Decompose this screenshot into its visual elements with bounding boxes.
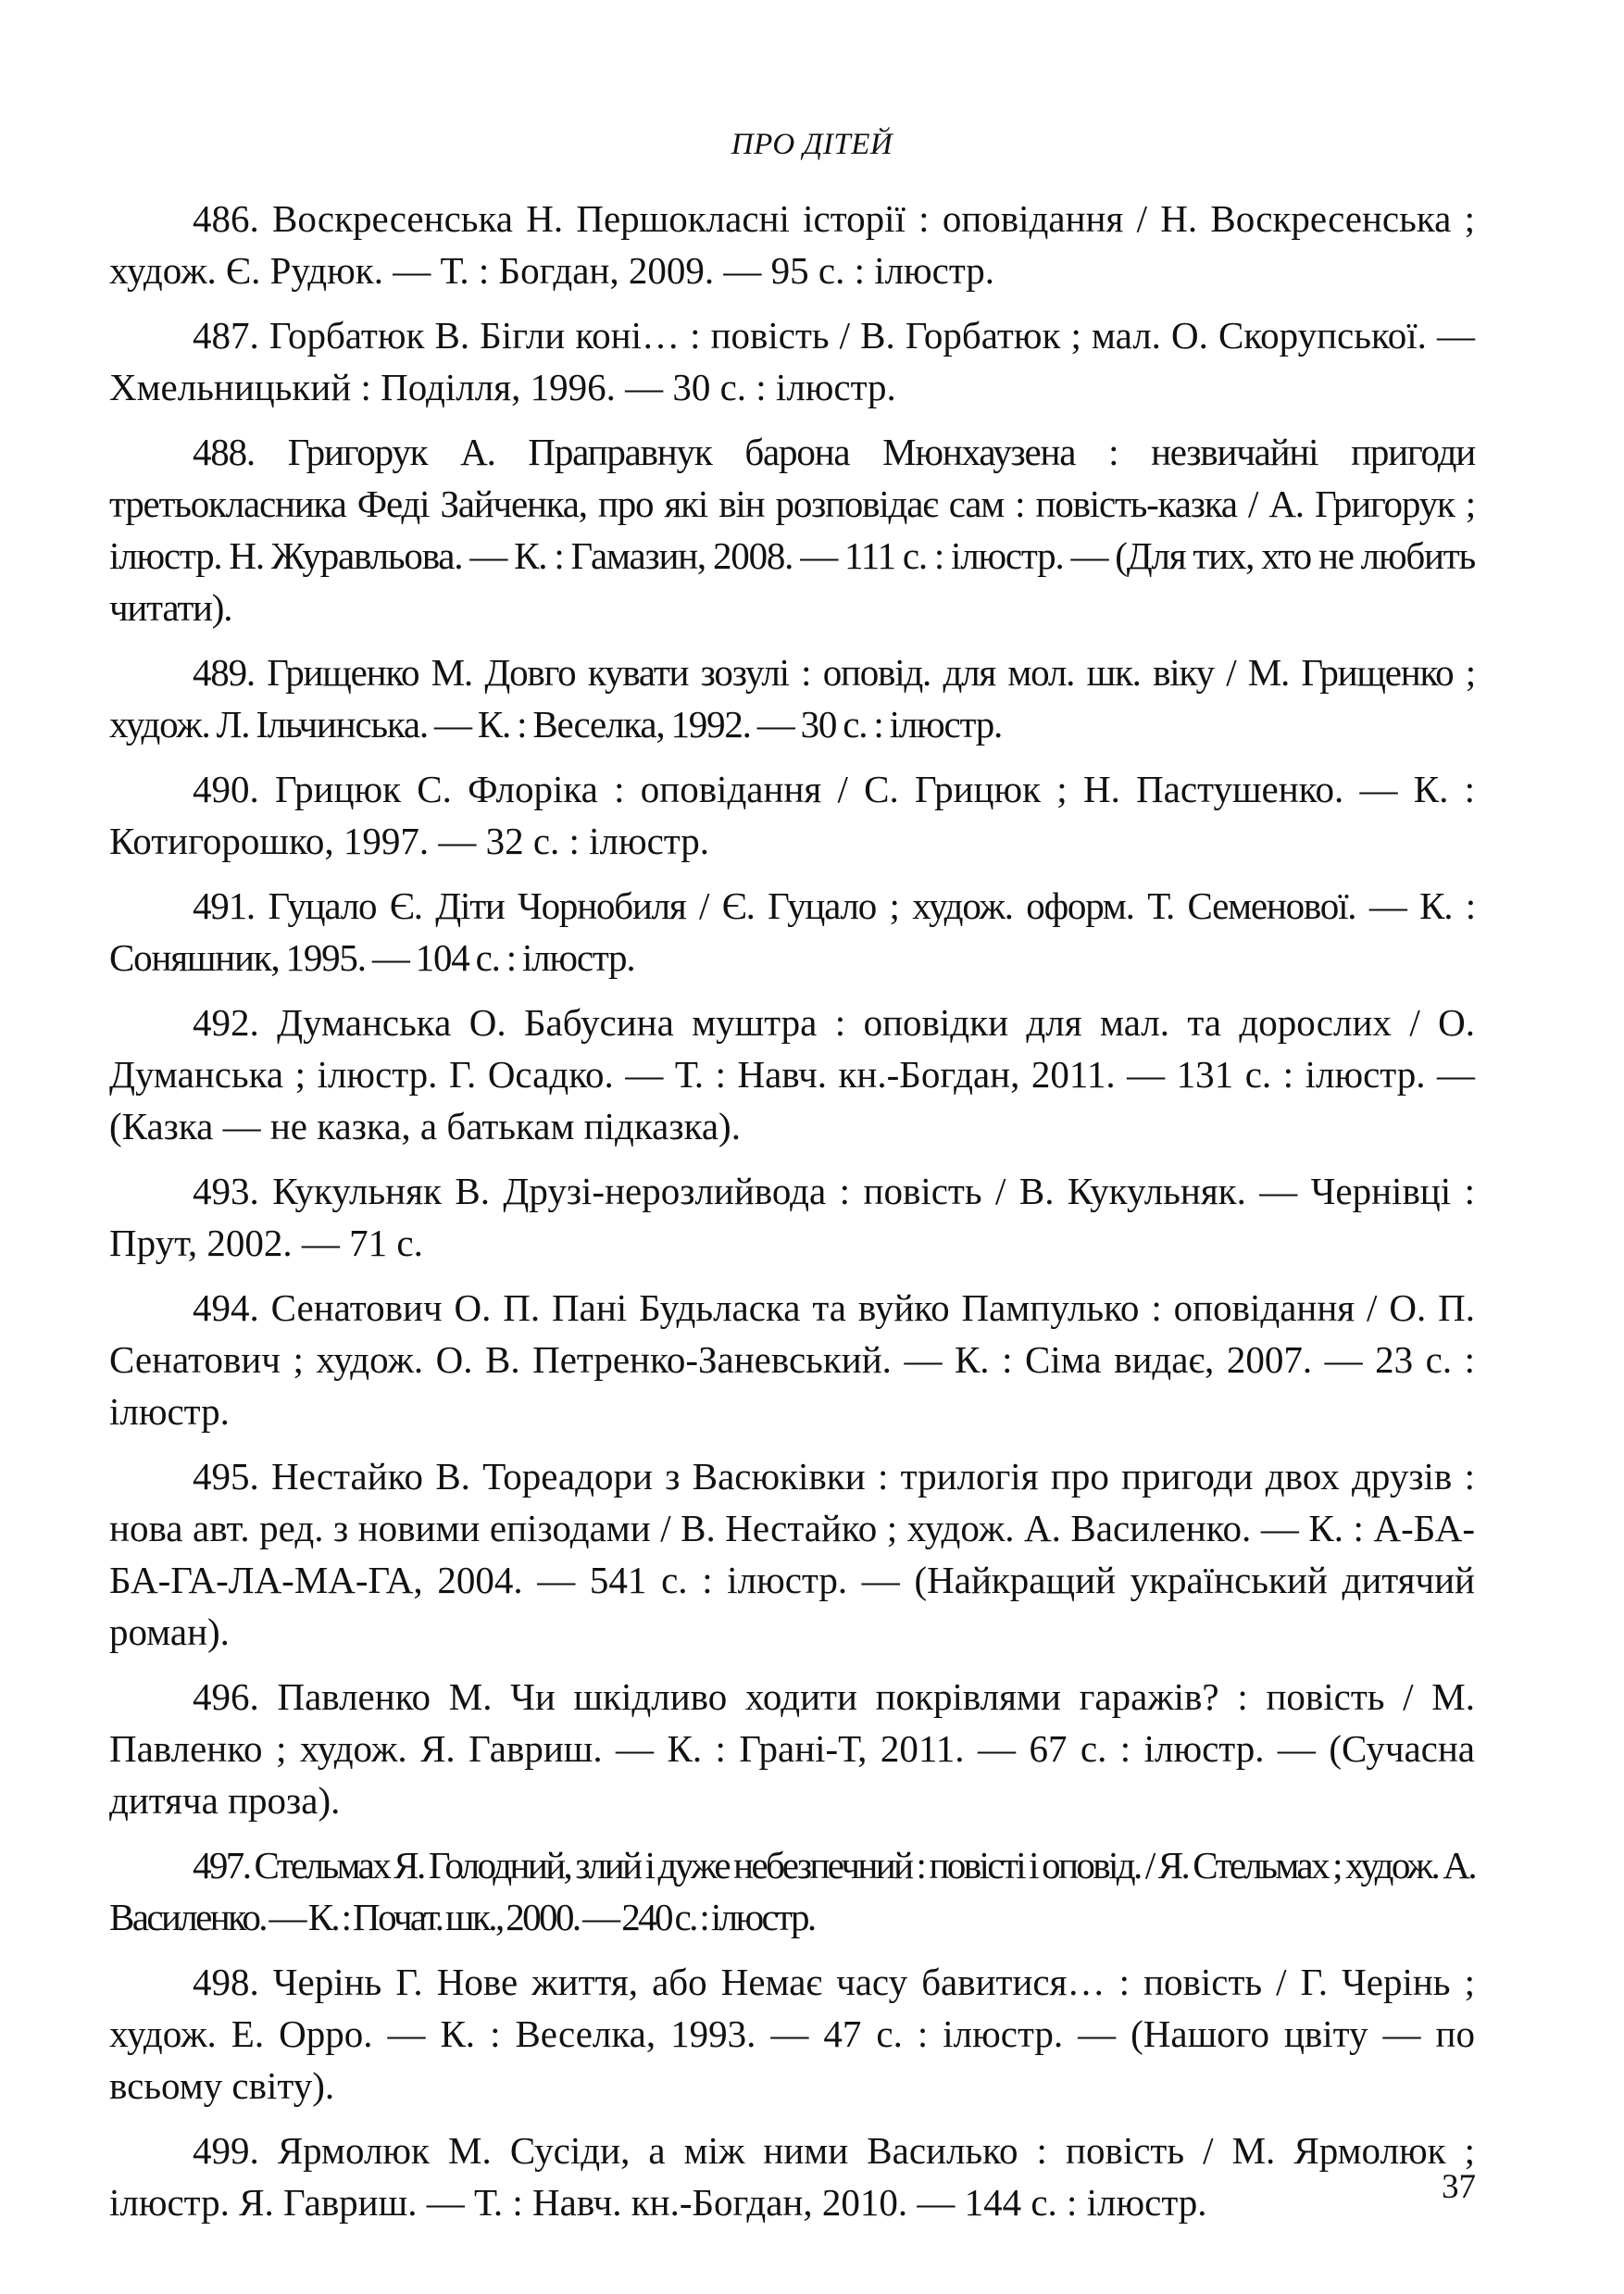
bibliography-entry-494: 494. Сенатович О. П. Пані Будьласка та вуйко Пампулько : оповідання / О. П. Сенатович ; худож. О. В. Петренко-Заневський. — К. : Сіма видає, 2007. — 23 с. : ілюстр.	[109, 1286, 1475, 1433]
bibliography-entry-497: 497. Стельмах Я. Голодний, злий і дуже небезпечний : повісті і оповід. / Я. Стельмах ; худож. А. Василенко. — К. : Почат. шк., 2000. — 240 с. : ілюстр.	[109, 1844, 1475, 1938]
bibliography-entry-490: 490. Грицюк С. Флоріка : оповідання / С. Грицюк ; Н. Пастушенко. — К. : Котигорошко, 1997. — 32 с. : ілюстр.	[109, 768, 1475, 862]
bibliography-entry-493: 493. Кукульняк В. Друзі-нерозлийвода : повість / В. Кукульняк. — Чернівці : Прут, 2002. — 71 с.	[109, 1170, 1475, 1264]
bibliography-entry-489: 489. Грищенко М. Довго кувати зозулі : оповід. для мол. шк. віку / М. Грищенко ; худож. Л. Ільчинська. — К. : Веселка, 1992. — 30 с. : ілюстр.	[109, 651, 1475, 746]
bibliography-entry-487: 487. Горбатюк В. Бігли коні… : повість / В. Горбатюк ; мал. О. Скорупської. — Хмельницький : Поділля, 1996. — 30 с. : ілюстр.	[109, 314, 1475, 408]
bibliography-entry-498: 498. Черінь Г. Нове життя, або Немає часу бавитися… : повість / Г. Черінь ; худож. Е. Орро. — К. : Веселка, 1993. — 47 с. : ілюстр. — (Нашого цвіту — по всьому світу).	[109, 1961, 1475, 2107]
bibliography-entry-488: 488. Григорук А. Праправнук барона Мюнхаузена : незвичайні пригоди третьокласника Феді Зайченка, про які він розповідає сам : повість-казка / А. Григорук ; ілюстр. Н. Журавльова. — К. : Гамазин, 2008. — 111 с. : ілюстр. — (Для тих, хто не любить читати).	[109, 431, 1475, 629]
bibliography-entry-491: 491. Гуцало Є. Діти Чорнобиля / Є. Гуцало ; худож. оформ. Т. Семенової. — К. : Соняшник, 1995. — 104 с. : ілюстр.	[109, 884, 1475, 979]
bibliography-entry-496: 496. Павленко М. Чи шкідливо ходити покрівлями гаражів? : повість / М. Павленко ; худож. Я. Гавриш. — К. : Грані-Т, 2011. — 67 с. : ілюстр. — (Сучасна дитяча проза).	[109, 1675, 1475, 1822]
bibliography-entry-499: 499. Ярмолюк М. Сусіди, а між ними Василько : повість / М. Ярмолюк ; ілюстр. Я. Гавриш. — Т. : Навч. кн.-Богдан, 2010. — 144 с. : ілюстр.	[109, 2129, 1475, 2224]
running-head: ПРО ДІТЕЙ	[731, 128, 893, 161]
bibliography-entry-486: 486. Воскресенська Н. Першокласні історії : оповідання / Н. Воскресенська ; худож. Є. Рудюк. — Т. : Богдан, 2009. — 95 с. : ілюстр.	[109, 197, 1475, 292]
bibliography-entry-492: 492. Думанська О. Бабусина муштра : оповідки для мал. та дорослих / О. Думанська ; ілюстр. Г. Осадко. — Т. : Навч. кн.-Богдан, 2011. — 131 с. : ілюстр. — (Казка — не казка, а батькам підказка).	[109, 1001, 1475, 1147]
bibliography-list	[109, 193, 1475, 2241]
bibliography-entry-495: 495. Нестайко В. Тореадори з Васюківки : трилогія про пригоди двох друзів : нова авт. ред. з новими епізодами / В. Нестайко ; худож. А. Василенко. — К. : А-БА-БА-ГА-ЛА-МА-ГА, 2004. — 541 с. : ілюстр. — (Найкращий український дитячий роман).	[109, 1455, 1475, 1653]
page-number: 37	[1442, 2168, 1476, 2206]
